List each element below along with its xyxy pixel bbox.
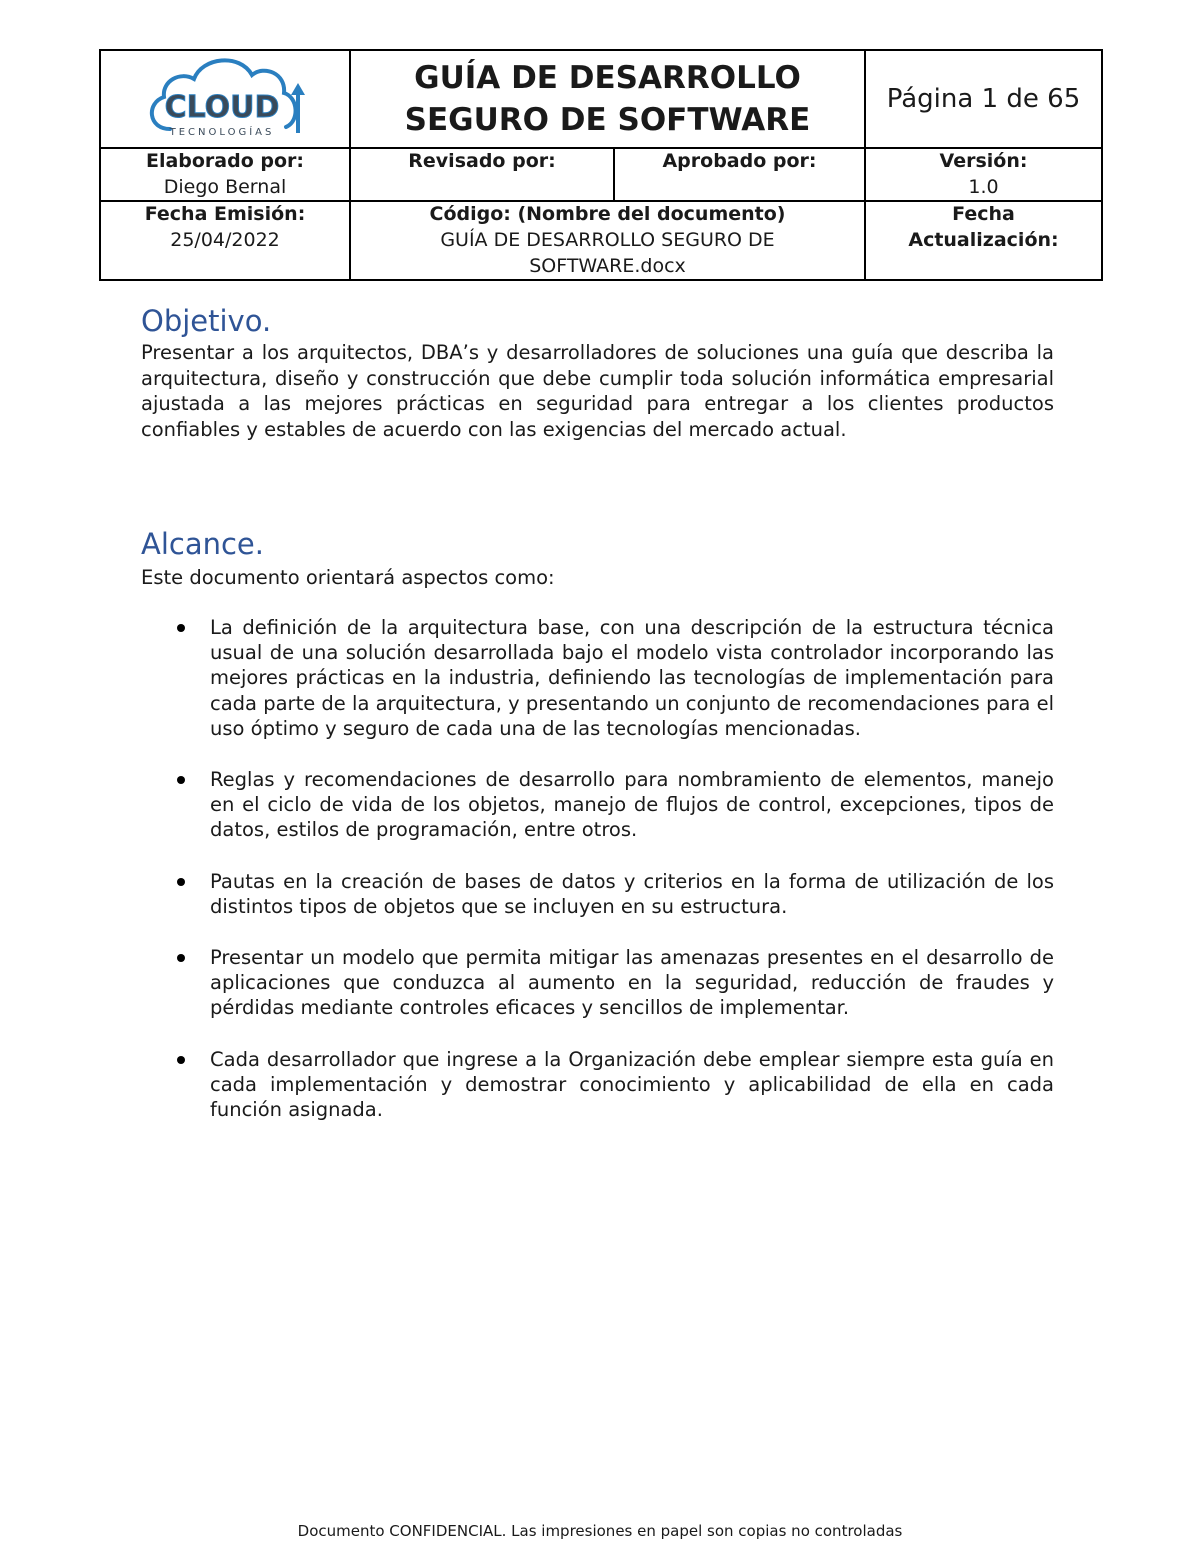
fecha-actualizacion-label-1: Fecha [952, 203, 1015, 225]
list-item [141, 767, 1054, 843]
bullet-icon [177, 624, 185, 632]
codigo-label: Código: (Nombre del documento) [429, 203, 786, 225]
fecha-actualizacion-cell [865, 201, 1102, 280]
title-line-1: GUÍA DE DESARROLLO [414, 60, 801, 96]
cloud-tecnologias-logo [140, 51, 310, 143]
fecha-emision-cell [100, 201, 350, 280]
fecha-emision-value: 25/04/2022 [170, 229, 280, 251]
version-label: Versión: [939, 150, 1028, 172]
revisado-label: Revisado por: [408, 150, 556, 172]
objetivo-paragraph: Presentar a los arquitectos, DBA’s y desarrolladores de soluciones una guía que describa la arquitectura, diseño y construcción que debe cumplir toda solución informática empresarial ajustada a las mejores prácticas en seguridad para entregar a los clientes productos confiables y estables de acuerdo con las exigencias del mercado actual. [141, 341, 1054, 441]
codigo-cell [350, 201, 865, 280]
bullet-icon [177, 1056, 185, 1064]
elaborado-value: Diego Bernal [163, 176, 287, 198]
version-cell [865, 148, 1102, 201]
svg-text:TECNOLOGÍAS: TECNOLOGÍAS [169, 127, 275, 138]
elaborado-label: Elaborado por: [145, 150, 305, 172]
list-item [141, 945, 1054, 1021]
elaborado-cell [100, 148, 350, 201]
confidential-footer: Documento CONFIDENCIAL. Las impresiones en papel son copias no controladas [297, 1522, 903, 1540]
list-item [141, 615, 1054, 741]
alcance-bullet-list [141, 615, 1054, 1148]
aprobado-label: Aprobado por: [662, 150, 817, 172]
codigo-value-line-2: SOFTWARE.docx [529, 255, 686, 277]
bullet-icon [177, 878, 185, 886]
objetivo-heading: Objetivo. [141, 304, 272, 338]
alcance-heading: Alcance. [141, 527, 264, 561]
revisado-cell [350, 148, 614, 201]
page-number-cell [865, 50, 1102, 148]
list-item-text: La definición de la arquitectura base, con una descripción de la estructura técnica usual de una solución desarrollada bajo el modelo vista controlador incorporando las mejores prácticas en la industria, definiendo las tecnologías de implementación para cada parte de la arquitectura, y presentando un conjunto de recomendaciones para el uso óptimo y seguro de cada una de las tecnologías mencionadas. [210, 616, 1054, 740]
codigo-value-line-1: GUÍA DE DESARROLLO SEGURO DE [440, 229, 775, 251]
list-item [141, 869, 1054, 919]
alcance-intro: Este documento orientará aspectos como: [141, 566, 555, 589]
bullet-icon [177, 776, 185, 784]
list-item-text: Cada desarrollador que ingrese a la Organización debe emplear siempre esta guía en cada implementación y demostrar conocimiento y aplicabilidad de ella en cada función asignada. [210, 1047, 1054, 1122]
logo-cell [100, 50, 350, 148]
bullet-icon [177, 954, 185, 962]
document-title [350, 50, 865, 148]
list-item-text: Reglas y recomendaciones de desarrollo para nombramiento de elementos, manejo en el ciclo de vida de los objetos, manejo de flujos de control, excepciones, tipos de datos, estilos de programación, entre otros. [210, 768, 1054, 842]
page-number: Página 1 de 65 [886, 84, 1081, 114]
aprobado-cell [614, 148, 865, 201]
document-header-table [99, 49, 1103, 281]
fecha-actualizacion-label-2: Actualización: [908, 229, 1059, 251]
svg-text:CLOUD: CLOUD [164, 90, 280, 125]
list-item-text: Pautas en la creación de bases de datos y criterios en la forma de utilización de los distintos tipos de objetos que se incluyen en su estructura. [210, 869, 1054, 918]
list-item [141, 1047, 1054, 1123]
version-value: 1.0 [968, 176, 999, 198]
fecha-emision-label: Fecha Emisión: [144, 203, 306, 225]
list-item-text: Presentar un modelo que permita mitigar las amenazas presentes en el desarrollo de aplicaciones que conduzca al aumento en la seguridad, reducción de fraudes y pérdidas mediante controles eficaces y sencillos de implementar. [210, 946, 1054, 1020]
title-line-2: SEGURO DE SOFTWARE [404, 102, 811, 138]
